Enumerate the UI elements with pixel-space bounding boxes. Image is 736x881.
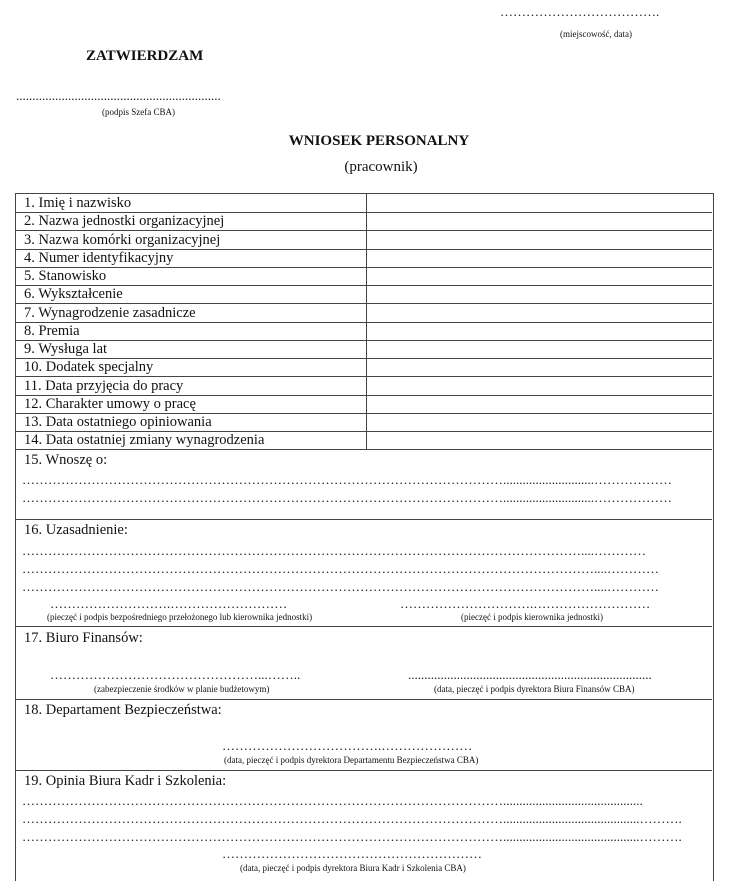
row-label: 4. Numer identyfikacyjny bbox=[24, 249, 174, 266]
table-row bbox=[16, 285, 712, 304]
section-16 bbox=[16, 520, 712, 627]
table-row bbox=[16, 212, 712, 231]
row-value-field[interactable] bbox=[366, 322, 711, 340]
row-label: 11. Data przyjęcia do pracy bbox=[24, 377, 184, 394]
section-15-line-1[interactable]: …………………………………………………………………………………………………............................……………… bbox=[22, 472, 672, 487]
table-row bbox=[16, 340, 712, 359]
row-label: 3. Nazwa komórki organizacyjnej bbox=[24, 231, 221, 248]
row-label: 9. Wysługa lat bbox=[24, 341, 108, 357]
section-16-line-3[interactable]: ……………………………………………………………………………………………………………………....………… bbox=[22, 579, 659, 594]
row-value-field[interactable] bbox=[366, 377, 711, 395]
row-value-field[interactable] bbox=[366, 413, 711, 431]
section-15-line-2[interactable]: …………………………………………………………………………………………………............................……………… bbox=[22, 490, 672, 505]
table-row bbox=[16, 395, 712, 414]
unit-head-signature-caption: (pieczęć i podpis kierownika jednostki) bbox=[461, 612, 603, 622]
place-date-line[interactable]: ………………………………. bbox=[500, 4, 660, 19]
row-value-field[interactable] bbox=[366, 249, 711, 267]
table-row bbox=[16, 431, 712, 450]
section-18-title: 18. Departament Bezpieczeństwa: bbox=[24, 702, 222, 718]
section-17 bbox=[16, 627, 712, 700]
section-18 bbox=[16, 700, 712, 771]
section-15-title: 15. Wnoszę o: bbox=[24, 452, 108, 468]
row-value-field[interactable] bbox=[366, 194, 711, 212]
row-value-field[interactable] bbox=[366, 212, 711, 230]
row-value-field[interactable] bbox=[366, 431, 711, 449]
row-value-field[interactable] bbox=[366, 358, 711, 376]
section-19 bbox=[16, 771, 712, 880]
security-director-signature-caption: (data, pieczęć i podpis dyrektora Departamentu Bezpieczeństwa CBA) bbox=[224, 755, 479, 765]
row-value-field[interactable] bbox=[366, 267, 711, 285]
row-label: 7. Wynagrodzenie zasadnicze bbox=[24, 304, 196, 321]
unit-head-signature-line[interactable]: ………………………….……………………… bbox=[400, 596, 651, 611]
form-title: WNIOSEK PERSONALNY bbox=[288, 133, 470, 149]
table-row bbox=[16, 249, 712, 268]
table-row bbox=[16, 322, 712, 341]
supervisor-signature-line[interactable]: ……………………….……………………… bbox=[50, 596, 288, 611]
row-label: 14. Data ostatniej zmiany wynagrodzenia bbox=[24, 432, 265, 449]
section-19-line-2[interactable]: …………………………………………………………………………………………………..........................................………. bbox=[22, 811, 682, 826]
section-15 bbox=[16, 449, 712, 520]
section-16-title: 16. Uzasadnienie: bbox=[24, 522, 128, 538]
row-label: 8. Premia bbox=[24, 322, 80, 339]
row-value-field[interactable] bbox=[366, 304, 711, 322]
section-16-line-2[interactable]: ……………………………………………………………………………………………………………………....………… bbox=[22, 561, 659, 576]
chief-signature-caption: (podpis Szefa CBA) bbox=[102, 107, 175, 117]
section-19-title: 19. Opinia Biura Kadr i Szkolenia: bbox=[24, 773, 227, 789]
supervisor-signature-caption: (pieczęć i podpis bezpośredniego przełożonego lub kierownika jednostki) bbox=[47, 612, 313, 622]
table-row bbox=[16, 231, 712, 250]
hr-director-signature-line[interactable]: …………………………………………………… bbox=[222, 846, 482, 861]
row-label: 12. Charakter umowy o pracę bbox=[24, 395, 196, 412]
table-row bbox=[16, 413, 712, 432]
table-row bbox=[16, 194, 712, 213]
table-row bbox=[16, 377, 712, 396]
form-subtitle: (pracownik) bbox=[344, 159, 418, 175]
table-row bbox=[16, 304, 712, 323]
table-row bbox=[16, 267, 712, 286]
row-label: 10. Dodatek specjalny bbox=[24, 359, 154, 376]
row-value-field[interactable] bbox=[366, 285, 711, 303]
budget-signature-line[interactable]: …………………………………………...…….. bbox=[50, 667, 301, 682]
approve-heading: ZATWIERDZAM bbox=[86, 48, 204, 64]
budget-signature-caption: (zabezpieczenie środków w planie budżetowym) bbox=[94, 684, 270, 694]
place-date-caption: (miejscowość, data) bbox=[560, 29, 632, 39]
chief-signature-line[interactable]: ............................................................... bbox=[16, 88, 221, 103]
section-19-line-3[interactable]: …………………………………………………………………………………………………..........................................………. bbox=[22, 829, 682, 844]
table-row bbox=[16, 358, 712, 377]
finance-director-signature-line[interactable]: ........................................................................... bbox=[408, 667, 652, 682]
security-director-signature-line[interactable]: ……………………………….………………… bbox=[222, 738, 473, 753]
row-label: 1. Imię i nazwisko bbox=[24, 195, 132, 211]
row-label: 6. Wykształcenie bbox=[24, 286, 123, 303]
row-value-field[interactable] bbox=[366, 395, 711, 413]
section-17-title: 17. Biuro Finansów: bbox=[24, 630, 143, 646]
row-value-field[interactable] bbox=[366, 340, 711, 358]
row-label: 5. Stanowisko bbox=[24, 268, 107, 284]
hr-director-signature-caption: (data, pieczęć i podpis dyrektora Biura Kadr i Szkolenia CBA) bbox=[240, 863, 466, 873]
finance-director-signature-caption: (data, pieczęć i podpis dyrektora Biura Finansów CBA) bbox=[434, 684, 635, 694]
section-19-line-1[interactable]: …………………………………………………………………………………………………........................................... bbox=[22, 793, 643, 808]
row-value-field[interactable] bbox=[366, 231, 711, 249]
row-label: 13. Data ostatniego opiniowania bbox=[24, 414, 212, 430]
section-16-line-1[interactable]: …………………………………………………………………………………………………………………....………… bbox=[22, 543, 646, 558]
row-label: 2. Nazwa jednostki organizacyjnej bbox=[24, 213, 225, 230]
